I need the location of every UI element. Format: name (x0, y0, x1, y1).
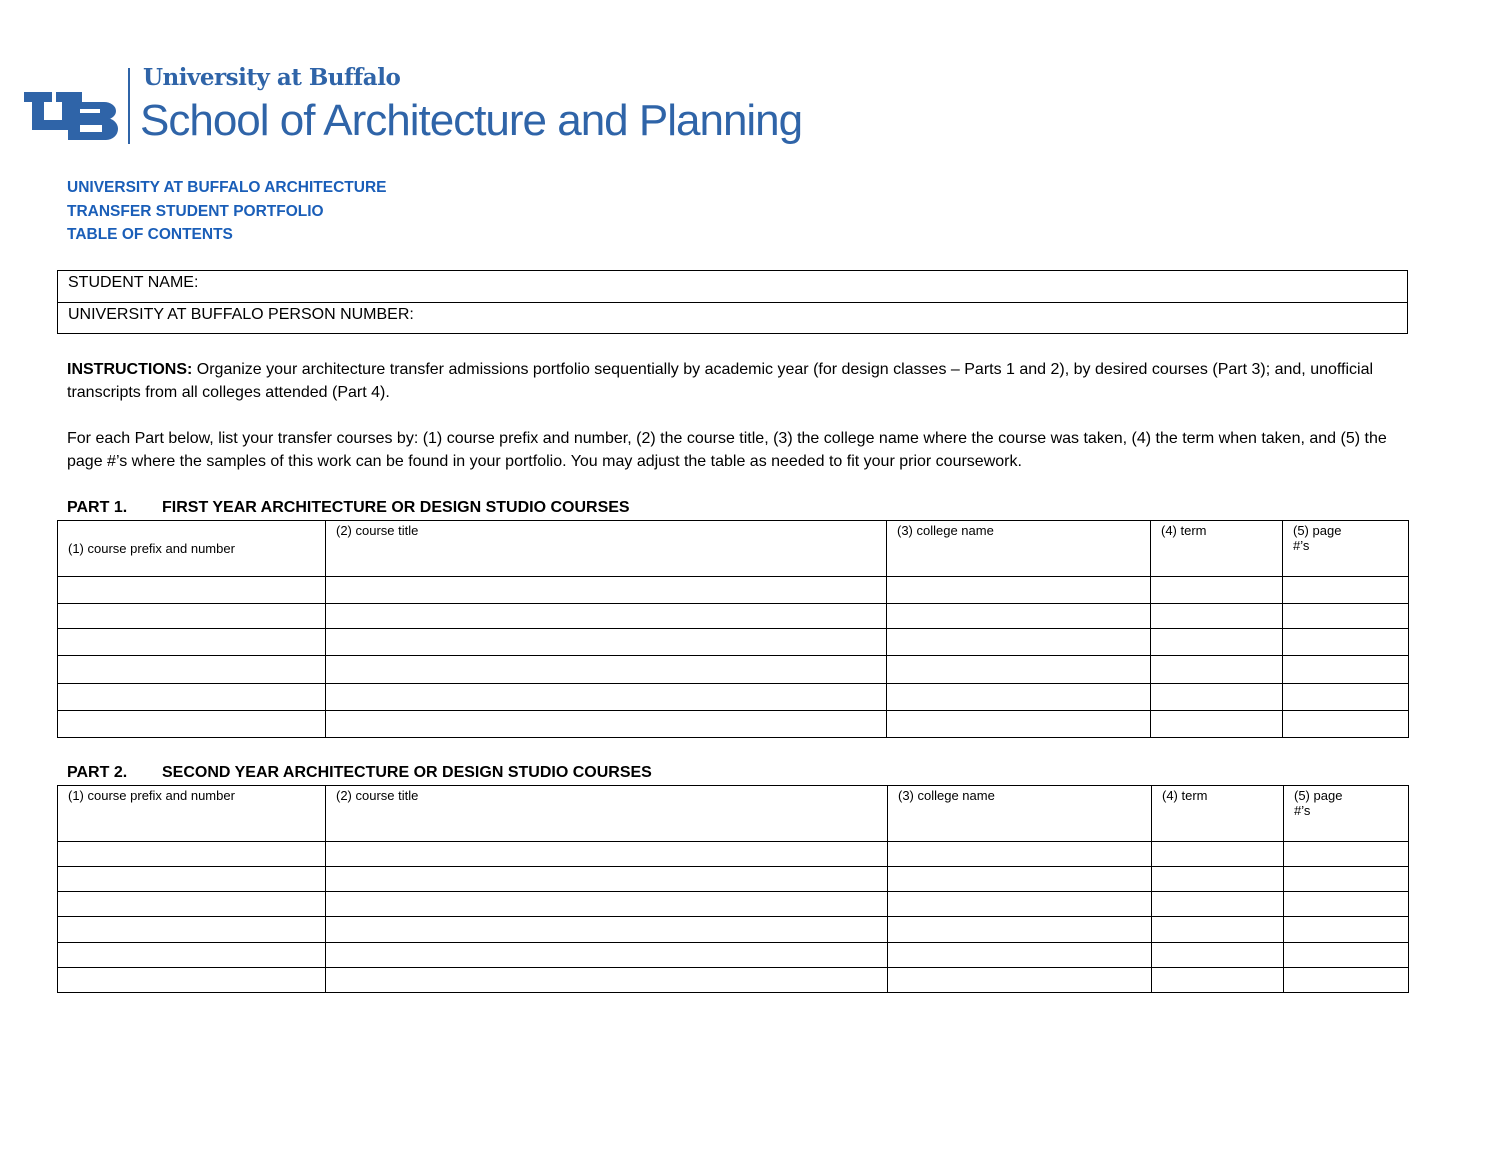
title-line: UNIVERSITY AT BUFFALO ARCHITECTURE (67, 179, 387, 196)
table-cell[interactable] (1283, 711, 1409, 738)
table-cell[interactable] (888, 968, 1152, 993)
table-cell[interactable] (1284, 917, 1409, 943)
table-cell[interactable] (1283, 604, 1409, 629)
student-info-box (57, 270, 1408, 334)
table-cell[interactable] (58, 684, 326, 711)
table-cell[interactable] (326, 867, 888, 892)
table-row (58, 917, 1409, 943)
school-name: School of Architecture and Planning (140, 96, 803, 145)
table-cell[interactable] (58, 867, 326, 892)
instructions-para2: For each Part below, list your transfer courses by: (1) course prefix and number, (2) the course title, (3) the college name where the course was taken, (4) the term when taken, and (5) the page #’s where the samples of this work can be found in your portfolio. You may adjust the table as needed to fit your prior coursework. (67, 430, 1387, 470)
table-cell[interactable] (887, 684, 1151, 711)
part-title: SECOND YEAR ARCHITECTURE OR DESIGN STUDIO COURSES (162, 764, 652, 781)
col-header: (5) page #’s (1284, 786, 1409, 842)
table-cell[interactable] (887, 604, 1151, 629)
part2-table (57, 785, 1409, 993)
table-cell[interactable] (887, 711, 1151, 738)
table-cell[interactable] (1284, 943, 1409, 968)
part-title: FIRST YEAR ARCHITECTURE OR DESIGN STUDIO COURSES (162, 499, 630, 516)
col-header: (4) term (1152, 786, 1284, 842)
table-cell[interactable] (1284, 892, 1409, 917)
table-cell[interactable] (1152, 917, 1284, 943)
table-cell[interactable] (1283, 577, 1409, 604)
col-header: (2) course title (326, 786, 888, 842)
table-cell[interactable] (1151, 629, 1283, 656)
person-number-field[interactable]: UNIVERSITY AT BUFFALO PERSON NUMBER: (58, 302, 1407, 333)
table-cell[interactable] (326, 968, 888, 993)
table-cell[interactable] (888, 917, 1152, 943)
table-cell[interactable] (887, 656, 1151, 684)
table-cell[interactable] (887, 577, 1151, 604)
col-header: (2) course title (326, 521, 887, 577)
table-cell[interactable] (888, 867, 1152, 892)
table-cell[interactable] (1151, 577, 1283, 604)
table-cell[interactable] (1152, 892, 1284, 917)
col-header: (3) college name (887, 521, 1151, 577)
part2-heading (67, 764, 652, 782)
col-header: (1) course prefix and number (58, 521, 326, 577)
table-cell[interactable] (326, 711, 887, 738)
table-cell[interactable] (58, 892, 326, 917)
table-cell[interactable] (888, 943, 1152, 968)
table-cell[interactable] (1151, 656, 1283, 684)
document-titles (67, 176, 386, 247)
part1-heading (67, 499, 630, 517)
table-cell[interactable] (1151, 711, 1283, 738)
table-cell[interactable] (58, 577, 326, 604)
instructions-text: Organize your architecture transfer admissions portfolio sequentially by academic year (for design classes – Parts 1 and 2), by desired courses (Part 3); and, unofficial transcripts from all colleges attended (Part 4). (67, 361, 1374, 401)
table-row (58, 892, 1409, 917)
table-cell[interactable] (1284, 867, 1409, 892)
table-cell[interactable] (1151, 684, 1283, 711)
table-cell[interactable] (326, 684, 887, 711)
table-row (58, 604, 1409, 629)
table-cell[interactable] (1152, 867, 1284, 892)
table-row (58, 656, 1409, 684)
student-name-field[interactable]: STUDENT NAME: (68, 274, 199, 291)
table-cell[interactable] (326, 629, 887, 656)
instructions (67, 358, 1407, 404)
table-cell[interactable] (326, 943, 888, 968)
title-line: TABLE OF CONTENTS (67, 226, 233, 243)
table-row (58, 842, 1409, 867)
table-cell[interactable] (58, 917, 326, 943)
table-cell[interactable] (58, 842, 326, 867)
table-row (58, 968, 1409, 993)
table-cell[interactable] (326, 577, 887, 604)
table-cell[interactable] (887, 629, 1151, 656)
table-cell[interactable] (326, 842, 888, 867)
table-cell[interactable] (326, 892, 888, 917)
table-cell[interactable] (58, 968, 326, 993)
table-row (58, 684, 1409, 711)
table-cell[interactable] (1284, 968, 1409, 993)
table-row (58, 629, 1409, 656)
ub-logo (24, 92, 118, 140)
table-row (58, 577, 1409, 604)
table-row (58, 867, 1409, 892)
university-name: University at Buffalo (143, 64, 401, 91)
table-row (58, 943, 1409, 968)
title-line: TRANSFER STUDENT PORTFOLIO (67, 202, 324, 220)
table-row (58, 711, 1409, 738)
table-cell[interactable] (1283, 684, 1409, 711)
part-label: PART 1. (67, 499, 128, 516)
table-cell[interactable] (888, 892, 1152, 917)
col-header: (4) term (1151, 521, 1283, 577)
instructions-label: INSTRUCTIONS: (67, 361, 193, 378)
table-cell[interactable] (58, 943, 326, 968)
table-cell[interactable] (58, 711, 326, 738)
table-cell[interactable] (1283, 629, 1409, 656)
table-cell[interactable] (58, 604, 326, 629)
table-cell[interactable] (1152, 968, 1284, 993)
table-cell[interactable] (1284, 842, 1409, 867)
table-cell[interactable] (888, 842, 1152, 867)
logo-divider (128, 68, 130, 144)
table-cell[interactable] (1152, 943, 1284, 968)
table-cell[interactable] (326, 917, 888, 943)
col-header: (5) page #’s (1283, 521, 1409, 577)
col-header: (1) course prefix and number (58, 786, 326, 842)
table-cell[interactable] (1283, 656, 1409, 684)
part1-table (57, 520, 1409, 738)
col-header: (3) college name (888, 786, 1152, 842)
table-cell[interactable] (326, 656, 887, 684)
table-cell[interactable] (58, 656, 326, 684)
table-cell[interactable] (326, 604, 887, 629)
table-cell[interactable] (1152, 842, 1284, 867)
table-cell[interactable] (58, 629, 326, 656)
part-label: PART 2. (67, 764, 128, 781)
table-cell[interactable] (1151, 604, 1283, 629)
